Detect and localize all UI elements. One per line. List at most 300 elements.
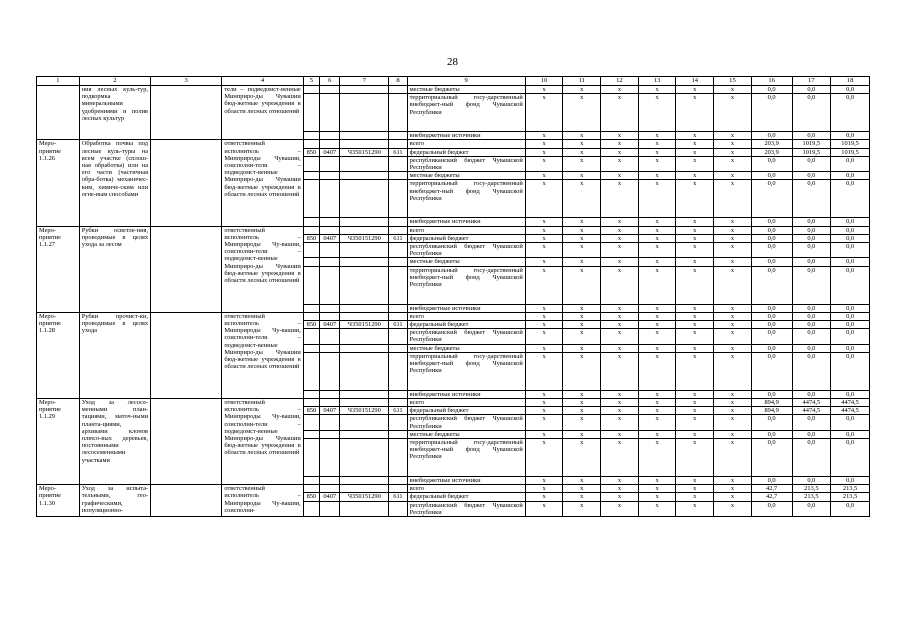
x-mark: x [638,266,676,304]
x-mark: x [676,415,714,430]
table-row [37,86,870,94]
x-mark: x [638,140,676,148]
budget-code [340,501,389,516]
amount: 0,0 [751,329,792,344]
x-mark: x [601,321,639,329]
executor: ответственный исполнитель – Минприроды Чу-вашии, соисполни- [222,485,303,517]
budget-code [389,415,407,430]
x-mark: x [676,430,714,438]
x-mark: x [601,493,639,501]
amount: 1019,5 [831,140,870,148]
x-mark: x [714,156,752,171]
amount: 0,0 [831,439,870,477]
budget-code [303,140,319,148]
x-mark: x [714,329,752,344]
budget-code: 0407 [320,493,340,501]
budget-code [389,180,407,218]
amount: 0,0 [751,266,792,304]
budget-code [340,243,389,258]
x-mark: x [676,390,714,398]
budget-code [303,180,319,218]
budget-code: 0407 [320,148,340,156]
x-mark: x [714,132,752,140]
x-mark: x [638,304,676,312]
column-header: 7 [340,77,389,86]
amount: 1019,5 [792,148,831,156]
column-header: 13 [638,77,676,86]
budget-code [303,430,319,438]
x-mark: x [638,172,676,180]
x-mark: x [601,329,639,344]
amount: 0,0 [792,344,831,352]
x-mark: x [714,493,752,501]
x-mark: x [601,485,639,493]
x-mark: x [525,234,563,242]
x-mark: x [525,172,563,180]
funding-source: всего [407,140,525,148]
budget-code [340,304,389,312]
x-mark: x [714,243,752,258]
measure-id [37,86,80,140]
budget-code [320,218,340,226]
budget-code [389,329,407,344]
x-mark: x [525,258,563,266]
measure-id: Меро-приятие 1.1.27 [37,226,80,312]
x-mark: x [563,477,601,485]
budget-code [320,501,340,516]
budget-code [320,172,340,180]
x-mark: x [676,439,714,477]
amount: 0,0 [792,86,831,94]
budget-code [320,329,340,344]
amount: 0,0 [831,94,870,132]
x-mark: x [525,352,563,390]
budget-code [320,304,340,312]
funding-source: всего [407,226,525,234]
amount: 1019,5 [831,148,870,156]
funding-source: местные бюджеты [407,430,525,438]
x-mark: x [676,304,714,312]
amount: 0,0 [751,344,792,352]
amount: 0,0 [792,218,831,226]
x-mark: x [676,148,714,156]
x-mark: x [601,234,639,242]
x-mark: x [714,390,752,398]
budget-code: 611 [389,407,407,415]
budget-code [303,312,319,320]
x-mark: x [638,218,676,226]
budget-code [320,156,340,171]
budget-code [320,399,340,407]
budget-code [389,140,407,148]
column-header: 5 [303,77,319,86]
amount: 0,0 [751,439,792,477]
x-mark: x [525,390,563,398]
x-mark: x [714,485,752,493]
measure-id: Меро-приятие 1.1.30 [37,485,80,517]
x-mark: x [676,94,714,132]
budget-code: 611 [389,148,407,156]
budget-code [340,86,389,94]
x-mark: x [601,148,639,156]
x-mark: x [676,329,714,344]
budget-code [320,266,340,304]
x-mark: x [676,477,714,485]
x-mark: x [563,243,601,258]
x-mark: x [525,407,563,415]
x-mark: x [525,86,563,94]
budget-code [340,430,389,438]
x-mark: x [714,86,752,94]
column-header: 18 [831,77,870,86]
x-mark: x [601,415,639,430]
x-mark: x [601,140,639,148]
amount: 0,0 [792,477,831,485]
column-header: 3 [151,77,222,86]
budget-code: Ч350151290 [340,234,389,242]
x-mark: x [676,493,714,501]
amount: 0,0 [792,180,831,218]
target-indicator [151,312,222,398]
x-mark: x [563,439,601,477]
amount: 213,5 [831,485,870,493]
x-mark: x [525,94,563,132]
amount: 0,0 [831,430,870,438]
column-header: 12 [601,77,639,86]
x-mark: x [676,180,714,218]
table-row [37,399,870,407]
budget-code [320,415,340,430]
amount: 0,0 [792,329,831,344]
amount: 0,0 [831,258,870,266]
x-mark: x [525,415,563,430]
x-mark: x [525,493,563,501]
column-header: 10 [525,77,563,86]
budget-code [340,140,389,148]
amount: 0,0 [792,94,831,132]
budget-code [340,352,389,390]
x-mark: x [525,140,563,148]
budget-code [320,140,340,148]
x-mark: x [525,329,563,344]
x-mark: x [563,390,601,398]
budget-code: Ч350151290 [340,493,389,501]
amount: 0,0 [792,501,831,516]
amount: 0,0 [831,501,870,516]
target-indicator [151,226,222,312]
table-row [37,485,870,493]
x-mark: x [638,329,676,344]
x-mark: x [601,266,639,304]
budget-code [389,304,407,312]
x-mark: x [714,258,752,266]
amount: 0,0 [831,329,870,344]
executor: ответственный исполнитель – Минприроды Чу-вашии, соисполни-тели – подведомст-венные Минприро-ды Чувашии бюд-жетные учреждения в области лесных отношений [222,399,303,485]
budget-code [340,399,389,407]
x-mark: x [638,312,676,320]
amount: 0,0 [792,172,831,180]
budget-code [340,156,389,171]
target-indicator [151,140,222,226]
x-mark: x [676,399,714,407]
funding-source: территориальный госу-дарственный внебюджет-ный фонд Чувашской Республики [407,439,525,477]
funding-source: территориальный госу-дарственный внебюджет-ный фонд Чувашской Республики [407,94,525,132]
measure-name: Рубки осветле-ния, проводимые в целях ухода за лесом [79,226,150,312]
x-mark: x [638,493,676,501]
budget-code [389,172,407,180]
x-mark: x [638,415,676,430]
x-mark: x [525,477,563,485]
budget-code [340,132,389,140]
budget-code [389,218,407,226]
x-mark: x [563,180,601,218]
x-mark: x [525,180,563,218]
x-mark: x [714,148,752,156]
x-mark: x [601,344,639,352]
funding-source: республиканский бюджет Чувашской Республики [407,156,525,171]
x-mark: x [563,399,601,407]
budget-code [340,329,389,344]
x-mark: x [525,156,563,171]
x-mark: x [563,501,601,516]
amount: 0,0 [751,226,792,234]
amount: 0,0 [751,430,792,438]
budget-code [303,172,319,180]
budget-code [389,156,407,171]
x-mark: x [676,501,714,516]
x-mark: x [563,218,601,226]
column-header: 9 [407,77,525,86]
amount: 4474,5 [792,399,831,407]
x-mark: x [601,180,639,218]
executor: тели – подведомст-венные Минприро-ды Чувашии бюд-жетные учреждения в области лесных отношений [222,86,303,140]
x-mark: x [714,477,752,485]
amount: 0,0 [751,415,792,430]
x-mark: x [601,439,639,477]
amount: 0,0 [831,321,870,329]
x-mark: x [638,243,676,258]
x-mark: x [714,501,752,516]
budget-code [340,344,389,352]
x-mark: x [676,352,714,390]
x-mark: x [638,234,676,242]
budget-code [320,226,340,234]
budget-code [303,258,319,266]
budget-code [389,399,407,407]
funding-source: федеральный бюджет [407,148,525,156]
budget-code [320,180,340,218]
x-mark: x [714,352,752,390]
budget-code [320,258,340,266]
budget-code [303,86,319,94]
budget-code: Ч350151290 [340,321,389,329]
budget-code [340,439,389,477]
x-mark: x [563,312,601,320]
x-mark: x [601,407,639,415]
x-mark: x [525,218,563,226]
budget-code [340,485,389,493]
x-mark: x [676,243,714,258]
x-mark: x [714,439,752,477]
x-mark: x [563,430,601,438]
budget-code [303,439,319,477]
x-mark: x [563,258,601,266]
amount: 0,0 [831,304,870,312]
x-mark: x [638,156,676,171]
x-mark: x [638,399,676,407]
amount: 0,0 [751,156,792,171]
amount: 0,0 [831,390,870,398]
budget-code [389,312,407,320]
x-mark: x [563,344,601,352]
x-mark: x [563,94,601,132]
budget-code [320,352,340,390]
amount: 0,0 [792,156,831,171]
x-mark: x [676,140,714,148]
amount: 0,0 [751,180,792,218]
x-mark: x [525,243,563,258]
x-mark: x [563,485,601,493]
x-mark: x [714,430,752,438]
x-mark: x [714,226,752,234]
budget-code: 0407 [320,407,340,415]
amount: 0,0 [792,321,831,329]
budget-code [320,390,340,398]
budget-code [320,243,340,258]
budget-code [320,439,340,477]
executor: ответственный исполнитель – Минприроды Чувашии, соисполни-тели – подведомст-венные Минприро-ды Чувашии бюд-жетные учреждения в области лесных отношений [222,140,303,226]
amount: 0,0 [792,226,831,234]
measure-name: Уход за испыта-тельными, гео-графическими, популяционно- [79,485,150,517]
budget-code [340,415,389,430]
measure-id: Меро-приятие 1.1.26 [37,140,80,226]
x-mark: x [601,352,639,390]
budget-code [389,94,407,132]
amount: 0,0 [751,218,792,226]
x-mark: x [563,266,601,304]
amount: 0,0 [831,352,870,390]
amount: 0,0 [751,172,792,180]
x-mark: x [638,226,676,234]
measure-name: Уход за лесосе-менными план-тациями, маточ-ными планта-циями, архивами клонов плюсо-вых деревьев, постоянными лесосеменными участками [79,399,150,485]
funding-source: федеральный бюджет [407,234,525,242]
amount: 0,0 [792,266,831,304]
x-mark: x [676,156,714,171]
amount: 4474,5 [831,399,870,407]
x-mark: x [601,399,639,407]
amount: 0,0 [751,132,792,140]
amount: 0,0 [831,172,870,180]
x-mark: x [638,407,676,415]
budget-code [340,172,389,180]
x-mark: x [563,407,601,415]
amount: 42,7 [751,493,792,501]
amount: 0,0 [792,390,831,398]
x-mark: x [638,390,676,398]
amount: 0,0 [751,304,792,312]
budget-code [303,218,319,226]
x-mark: x [638,94,676,132]
measure-name: Обработка почвы под лесные куль-туры на всем участке (сплош-ная обработка) или на его части (частичная обра-ботка) механичес-ким, химиче-ским или огне-вым способами [79,140,150,226]
amount: 0,0 [751,243,792,258]
amount: 0,0 [831,243,870,258]
budget-code [303,501,319,516]
amount: 0,0 [831,226,870,234]
budget-code [389,501,407,516]
budget-code [303,485,319,493]
amount: 213,5 [831,493,870,501]
amount: 203,9 [751,140,792,148]
target-indicator [151,86,222,140]
amount: 0,0 [751,86,792,94]
x-mark: x [601,501,639,516]
amount: 213,5 [792,493,831,501]
budget-code [320,86,340,94]
funding-source: республиканский бюджет Чувашской Республики [407,329,525,344]
x-mark: x [714,266,752,304]
amount: 0,0 [792,304,831,312]
column-header-row [37,77,870,86]
measure-id: Меро-приятие 1.1.28 [37,312,80,398]
budget-code [303,352,319,390]
amount: 0,0 [831,344,870,352]
x-mark: x [601,218,639,226]
budget-code: 850 [303,234,319,242]
x-mark: x [638,180,676,218]
budget-code: 0407 [320,234,340,242]
amount: 4474,5 [792,407,831,415]
amount: 0,0 [792,132,831,140]
x-mark: x [601,430,639,438]
budget-code [303,344,319,352]
budget-code [303,226,319,234]
funding-source: территориальный госу-дарственный внебюджет-ный фонд Чувашской Республики [407,266,525,304]
amount: 0,0 [751,312,792,320]
executor: ответственный исполнитель – Минприроды Чу-вашии, соисполни-тели – подведомст-венные Минприро-ды Чувашии бюд-жетные учреждения в области лесных отношений [222,312,303,398]
amount: 0,0 [792,352,831,390]
page-number: 28 [447,56,458,68]
x-mark: x [563,493,601,501]
budget-code [303,94,319,132]
amount: 0,0 [831,156,870,171]
x-mark: x [638,86,676,94]
column-header: 16 [751,77,792,86]
budget-code: 850 [303,493,319,501]
measure-name: ния лесных куль-тур, подкормка минеральными удобрениями и полив лесных культур [79,86,150,140]
x-mark: x [714,407,752,415]
amount: 0,0 [751,477,792,485]
amount: 0,0 [792,258,831,266]
amount: 0,0 [751,501,792,516]
funding-source: федеральный бюджет [407,321,525,329]
measure-name: Рубки прочист-ки, проводимые в целях ухода [79,312,150,398]
budget-code [303,132,319,140]
amount: 0,0 [831,180,870,218]
x-mark: x [714,399,752,407]
amount: 0,0 [792,439,831,477]
x-mark: x [676,312,714,320]
x-mark: x [563,415,601,430]
x-mark: x [638,352,676,390]
column-header: 11 [563,77,601,86]
budget-code [303,477,319,485]
x-mark: x [601,312,639,320]
funding-source: местные бюджеты [407,344,525,352]
budget-code [340,180,389,218]
budget-code: 850 [303,321,319,329]
x-mark: x [714,172,752,180]
x-mark: x [714,312,752,320]
